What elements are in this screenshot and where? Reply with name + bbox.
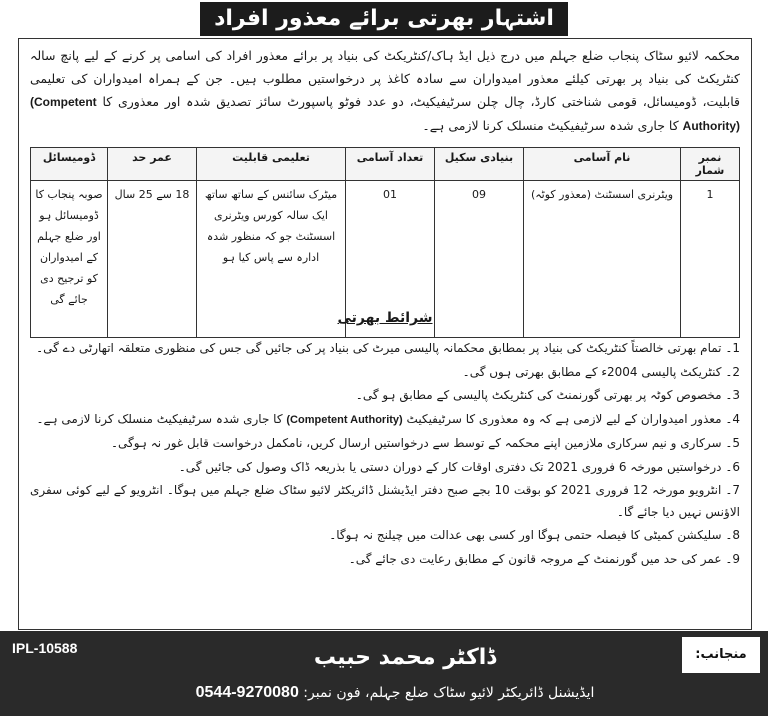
header-domicile: ڈومیسائل [31, 148, 108, 181]
cell-scale: 09 [435, 181, 524, 338]
header-serial: نمبر شمار [681, 148, 740, 181]
condition-4-text-1: 4۔ معذور امیدواران کے لیے لازمی ہے کہ وہ معذوری کا سرٹیفیکیٹ [406, 411, 740, 426]
intro-text-2: کا جاری شدہ سرٹیفیکیٹ منسلک کرنا لازمی ہے۔ [422, 118, 679, 133]
condition-item: 2۔ کنٹریکٹ پالیسی 2004ء کے مطابق بھرتی ہوں گی۔ [462, 364, 740, 379]
condition-item: 1۔ تمام بھرتی خالصتاً کنٹریکٹ کی بنیاد پر بمطابق محکمانہ پالیسی میرٹ کی بنیاد پر کی جائیں گی جس کی منظوری متعلقہ اتھارٹی دے گی۔ [36, 341, 740, 355]
cell-domicile: صوبہ پنجاب کا ڈومیسائل ہو اور ضلع جہلم کے امیدواران کو ترجیح دی جائے گی [31, 181, 108, 338]
issuer-label: منجانب: [682, 637, 760, 673]
issuer-address [170, 684, 620, 702]
signer-name: ڈاکٹر محمد حبیب [313, 645, 497, 670]
cell-post: ویٹرنری اسسٹنٹ (معذور کوٹہ) [524, 181, 681, 338]
conditions-title: شرائط بھرتی [337, 310, 433, 326]
condition-4-text-2: کا جاری شدہ سرٹیفیکیٹ منسلک کرنا لازمی ہے۔ [36, 411, 283, 426]
condition-item [30, 409, 740, 432]
cell-age: 18 سے 25 سال [108, 181, 197, 338]
header-scale: بنیادی سکیل [435, 148, 524, 181]
cell-count: 01 [346, 181, 435, 338]
condition-item: 5۔ سرکاری و نیم سرکاری ملازمین اپنے محکمہ کے توسط سے درخواستیں ارسال کریں، نامکمل درخواست قابل غور نہ ہوگی۔ [110, 436, 740, 450]
header-age: عمر حد [108, 148, 197, 181]
phone-number: 0544-9270080 [195, 684, 299, 701]
conditions-list [30, 338, 740, 572]
cell-serial: 1 [681, 181, 740, 338]
header-qualification: تعلیمی قابلیت [197, 148, 346, 181]
condition-item: 6۔ درخواستیں مورخہ 6 فروری 2021 تک دفتری اوقات کار کے دوران دستی یا بذریعہ ڈاک وصول کی جائیں گی۔ [178, 459, 740, 474]
footer [0, 631, 768, 716]
table-header-row [31, 148, 740, 181]
condition-item: 3۔ مخصوص کوٹہ پر بھرتی گورنمنٹ کی کنٹریکٹ پالیسی کے مطابق ہو گی۔ [355, 388, 740, 402]
intro-text-1: محکمہ لائیو سٹاک پنجاب ضلع جہلم میں درج ذیل ایڈ ہاک/کنٹریکٹ کی بنیاد پر برائے معذور افراد کی اسامی پر کرنے کے لیے پانچ سالہ کنٹریکٹ کی بنیاد پر بھرتی کیلئے معذور امیدواران سے سادہ کاغذ پر درخواستیں مطلوب ہیں۔ جن کے ہمراہ امیدواران کی تعلیمی قابلیت، ڈومیسائل، قومی شناختی کارڈ، چال چلن سرٹیفیکیٹ، دو عدد فوٹو پاسپورٹ سائز تصدیق شدہ اور معذوری کا [30, 48, 740, 109]
ipl-number: IPL-10588 [12, 640, 78, 656]
condition-4-authority: (Competent Authority) [286, 413, 403, 426]
intro-authority: (Competent Authority) [30, 95, 740, 133]
condition-item: 9۔ عمر کی حد میں گورنمنٹ کے مروجہ قانون کے مطابق رعایت دی جائے گی۔ [348, 551, 740, 566]
header-post: نام آسامی [524, 148, 681, 181]
advertisement-title: اشتہار بھرتی برائے معذور افراد [200, 2, 568, 36]
header-count: تعداد آسامی [346, 148, 435, 181]
condition-item: 8۔ سلیکشن کمیٹی کا فیصلہ حتمی ہوگا اور کسی بھی عدالت میں چیلنج نہ ہوگا۔ [329, 528, 740, 542]
intro-paragraph [30, 44, 740, 138]
condition-item: 7۔ انٹرویو مورخہ 12 فروری 2021 کو بوقت 10 بجے صبح دفتر ایڈیشنل ڈائریکٹر لائیو سٹاک ضلع جہلم میں ہوگا۔ انٹرویو کے لیے کوئی سفری الاؤنس نہیں دیا جائے گا۔ [30, 483, 740, 519]
address-text: ایڈیشنل ڈائریکٹر لائیو سٹاک ضلع جہلم، فون نمبر: [303, 685, 595, 701]
cell-qualification: میٹرک سائنس کے ساتھ ساتھ ایک سالہ کورس ویٹرنری اسسٹنٹ جو کہ منظور شدہ ادارہ سے پاس کیا ہو [197, 181, 346, 338]
